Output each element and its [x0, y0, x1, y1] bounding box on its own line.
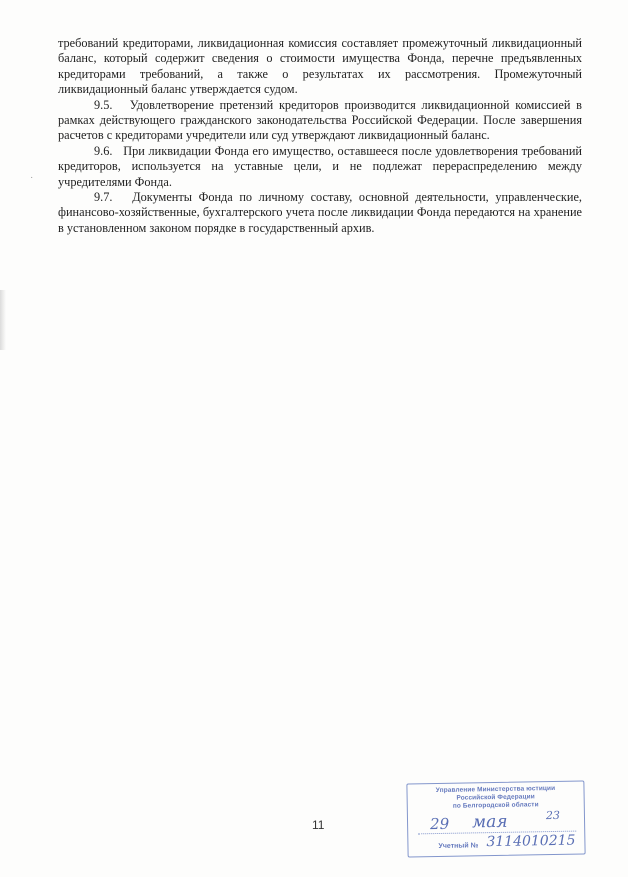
- scan-artifact: ˙: [30, 176, 34, 187]
- stamp-line-2: Российской Федерации: [456, 793, 535, 802]
- stamp-month: мая: [471, 811, 508, 833]
- registration-stamp: [406, 780, 585, 857]
- stamp-day: 29: [429, 814, 450, 834]
- document-body: [58, 36, 582, 236]
- stamp-reg-label: Учетный №: [438, 842, 479, 851]
- stamp-line-3: по Белгородской области: [452, 801, 539, 810]
- stamp-registration-row: [408, 834, 584, 855]
- scan-edge-shadow: [0, 290, 6, 350]
- paragraph-9-7: 9.7. Документы Фонда по личному составу, основной деятельности, управленческие, финансово-хозяйственные, бухгалтерского учета после ликвидации Фонда передаются на хранение в установленном законом порядке в государственный архив.: [58, 190, 582, 235]
- paragraph-9-5: 9.5. Удовлетворение претензий кредиторов производится ликвидационной комиссией в рамках действующего гражданского законодательства Российской Федерации. После завершения расчетов с кредиторами учредители или суд утверждают ликвидационный баланс.: [58, 97, 582, 143]
- stamp-reg-number: 3114010215: [486, 832, 576, 851]
- paragraph-continuation: требований кредиторами, ликвидационная комиссия составляет промежуточный ликвидационный баланс, который содержит сведения о стоимости имущества Фонда, перечне предъявленных кредиторами требований, а также о результатах их рассмотрения. Промежуточный ликвидационный баланс утверждается судом.: [58, 36, 582, 97]
- paragraph-9-6: 9.6. При ликвидации Фонда его имущество, оставшееся после удовлетворения требований кредиторов, используется на уставные цели, и не подлежат перераспределению между учредителями Фонда.: [58, 143, 582, 189]
- stamp-line-1: Управление Министерства юстиции: [435, 784, 556, 795]
- stamp-year: 23: [545, 808, 561, 823]
- page-number: 11: [312, 818, 325, 832]
